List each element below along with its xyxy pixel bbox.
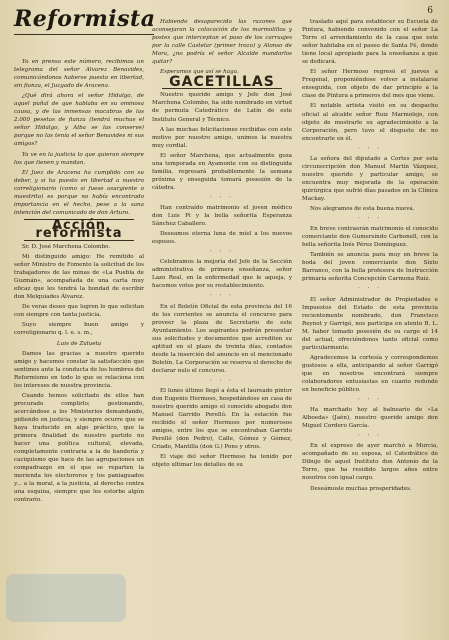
- paragraph: El notable artista visitó en su despacho oficial al alcalde señor Ruiz Marmolejo, con objeto de mostrarle su agradecimiento a la Corporación, pero tuvo el disgusto de no encontrarle en él.: [302, 103, 438, 142]
- ornament-divider: · · ·: [358, 397, 382, 404]
- paragraph: El viaje del señor Hermoso ha tenido por objeto ultimar los detalles de su: [152, 454, 292, 469]
- paragraph: El señor Marchena, que actualmente goza una temporada en Ayamonte con su distinguida familia, regresará probablemente la semana próxima y enseguida tomará posesión de la cátedra.: [152, 152, 292, 191]
- library-stamp: [6, 574, 126, 622]
- section-title-accion: Acción reformista: [35, 217, 123, 241]
- paragraph: Esperamos que así se haga.: [160, 69, 239, 76]
- paragraph: También se anuncia para muy en breve la boda del joven comerciante don Sixto Barranco, con la bella profesora de Instrucción primaria señorita Concepción Carmona Ruiz.: [302, 252, 438, 283]
- paragraph: Cuando hemos solicitado de ellos han procurado complirlo; gestionando, acercándose a los Ministerios demandando, pidiendo en justicia, y siempre ocurre que se haya traducido en algo práctico, que la primera finalidad de nuestro partido no hacer una política cultural, elevada, completamente contraria a la de bandería y caciquismo que hace de las agrupaciones un compadrazgo en el que se reparten la merienda los electoreros y los paniaguados y... a la moral, a la justicia, al derecho contra una esquina, siempre que les estorbe algún contrario.: [14, 392, 144, 504]
- paragraph: Ya ve en la justicia lo que quieran siempre los que tienen y mandan.: [14, 151, 144, 166]
- paragraph: Ha marchado hoy al balneario de «La Alboeda» (Jaén), nuestro querido amigo don Miguel Cordero García.: [302, 407, 438, 430]
- paragraph: En breve contraerán matrimonio el conocido comerciante don Gumersindo Carbonell, con la bella señorita Inés Pérez Domínguez.: [302, 226, 438, 249]
- ornament-divider: · · ·: [210, 194, 234, 201]
- ornament-divider: · · ·: [358, 216, 382, 223]
- paragraph: Agradecemos la cortesía y correspondemos gustosos a ella, anticipando al señor Garrigó que en nosotros encontrará siempre colaboradores entusiastas en cuanto redunde en beneficio público.: [302, 354, 438, 394]
- paragraph: En el expreso de ayer marchó a Murcia, acompañado de su esposa, el Catedrático de Dibujo de aquel Instituto don Antonio de la Torre, que ha residido largos años entre nosotros con igual cargo.: [302, 443, 438, 482]
- paragraph: Ya en prensa este número, recibimos un telegrama del señor Alvarez Benavides, comunicándonos haberse puesto en libertad, sin fianza, el Juzgado de Aracena.: [14, 59, 144, 90]
- paragraph: En el Boletín Oficial de esta provincia del 16 de los corrientes se anuncia el concurso para proveer la plaza de Secretario de este Ayuntamiento. Los aspirantes podrán presentar sus solicitudes y documentos que acrediten su aptitud en el plazo de treinta días, contados desde la inserción del anuncio en el mencionado Boletín. La Corporación se reserva el derecho de declarar nulo el concurso.: [152, 303, 292, 374]
- ornament-divider: · · ·: [210, 249, 234, 256]
- column-middle: [152, 18, 292, 630]
- paragraph: Deseamos eterna luna de miel a los nuevos esposos.: [152, 231, 292, 246]
- paragraph: De veras deseo que logren lo que solicitan con siempre con tanta justicia.: [14, 304, 144, 319]
- ornament-divider: · · ·: [210, 377, 234, 384]
- paragraph: El señor Administrador de Propiedades e Impuestos del Estado de esta provincia recientemente nombrado, don Francisco Reynot y Garrigó, nos participa en atento B. L. M. haber tomado posesión de su cargo el 14 del actual, ofreciéndonos tanto oficial como particularmente.: [302, 296, 438, 351]
- page-number: 6: [427, 6, 433, 16]
- paragraph: Sr. D. José Marchena Colombo.: [22, 243, 111, 250]
- paragraph: Nos alegramos de esta buena nueva.: [310, 206, 415, 213]
- ornament-divider: · · ·: [358, 433, 382, 440]
- paragraph: La señora del diputado a Cortes por esta circunscripción don Manuel Martín Vázquez, nuestro querido y particular amigo, se encuentra muy mejorada de la operación quirúrgica que sufrió días pasados en la Clínica Mackay.: [302, 155, 438, 202]
- ornament-divider: · · ·: [210, 293, 234, 300]
- paragraph: El Juez de Aracena ha cumplido con su deber, y si ha puesto en libertad a nuestro correligionario (como si fuese asurgiente o maestrito) es porque no había encontrado importancia en el hecho, pese a la sana intención del comunicado de don Arturo.: [14, 169, 144, 216]
- masthead-logo: Reformista: [14, 6, 154, 35]
- signature: Luis de Zulueta: [56, 340, 102, 347]
- paragraph: El señor Hermoso regresó el jueves a Fregenal, proponiéndose volver a instalarse enseguida, con objeto de dar principio a la clase de Pintura a primeros del mes que viene.: [302, 69, 438, 100]
- paragraph: Nuestro querido amigo y Jefe don José Marchena Colombo, ha sido nombrado en virtud de permuta Catedrático de Latín de este Instituto General y Técnico.: [152, 92, 292, 123]
- ornament-divider: · · ·: [358, 145, 382, 152]
- paragraph: Han contraído matrimonio el joven médico don Luis Pi y la bella señorita Esperanza Sánchez Caballero.: [152, 204, 292, 228]
- section-title-gacetillas: GACETILLAS: [169, 74, 275, 91]
- paragraph: Celebramos la mejoría del Jefe de la Sección administrativa de primera enseñanza, señor Lazo Real, en la enfermedad que le aqueja, y hacemos votos por su restablecimiento.: [152, 259, 292, 290]
- paragraph: ¿Qué dirá ahora el señor Hidalgo, de aquel puñal de que hablaba en su ominosa causa, y de las inmensas macabras de las 2.000 pesetas de fianza (tendrá muchas el señor Hidalgo, y Alba se las conserve) porque no las tenía el señor Benavides ni sus amigos?: [14, 93, 144, 148]
- paragraph: El lunes último llegó a ésta el laureado pintor don Eugenio Hermoso, hospedándose en casa de nuestro querido amigo el conocido abogado don Manuel Garrido Perelló. En la estación fue recibido el señor Hermoso por numerosos amigos, entre los que se encontraban Garrido Perelló (don Pedro), Calle, Gómez y Gómez, Criado, Mantilla (don G.) Pons y otros.: [152, 387, 292, 451]
- paragraph: Suyo siempre buen amigo y correligionario q. l. e. s. m.,: [14, 322, 144, 337]
- column-left: [14, 58, 144, 630]
- paragraph: A las muchas felicitaciones recibidas con este motivo por nuestro amigo, unimos la nuestra muy cordial.: [152, 126, 292, 149]
- paragraph: Habiendo desaparecido las razones que aconsejaran la colocación de los marmolillos y postes que interceptan el paso de los carruajes por la calle Castelar (primer trozo) y Alonso de Mora, ¿no podría el señor Alcalde mandarlos quitar?: [152, 19, 292, 66]
- paragraph: traslado aquí para establecer su Escuela de Pintura, habiendo convenido con el señor La Torre el arrendamiento de la casa que este señor habitaba en el paseo de Santa Fé, donde tiene local apropiado para la enseñanza a que se dedicará.: [302, 19, 438, 66]
- ornament-divider: · · ·: [358, 286, 382, 293]
- paragraph: Damos las gracias a nuestro querido amigo y hacemos constar la satisfacción que sentimos ante la conducta de los hombres del Reformismo en todo lo que se relaciona con los intereses de nuestra provincia.: [14, 350, 144, 389]
- paragraph: Deseámosle muchas prosperidades.: [310, 485, 412, 492]
- paragraph: Mi distinguido amigo: He remitido al señor Ministro de Fomento la solicitud de los trabajadores de las minas de «La Puebla de Guzmán», acompañada de una carta muy eficaz que les tendrá la bondad de escribir don Melquiades Álvarez.: [14, 254, 144, 301]
- column-right: [302, 18, 438, 630]
